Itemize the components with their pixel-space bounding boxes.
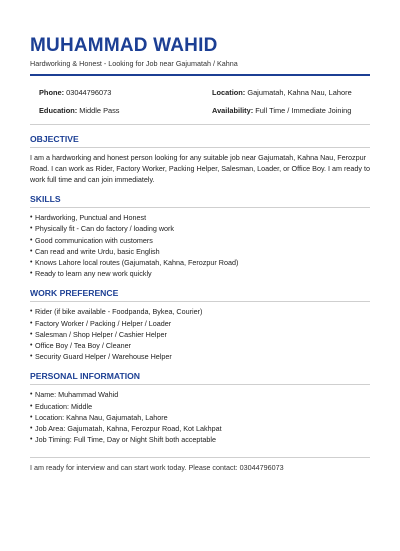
list-item: • Ready to learn any new work quickly: [30, 268, 370, 279]
personal-info-heading: PERSONAL INFORMATION: [30, 371, 140, 382]
phone-value: 03044796073: [66, 87, 112, 97]
list-item: • Hardworking, Punctual and Honest: [30, 212, 370, 223]
footer-divider: [30, 457, 370, 458]
contact-divider: [30, 124, 370, 125]
work-preference-heading: WORK PREFERENCE: [30, 288, 119, 299]
list-item: • Office Boy / Tea Boy / Cleaner: [30, 340, 370, 351]
location-row: [212, 88, 370, 97]
list-item: • Physically fit - Can do factory / loading work: [30, 223, 370, 234]
personal-info-divider: [30, 384, 370, 385]
objective-divider: [30, 147, 370, 148]
list-item: • Knows Lahore local routes (Gajumatah, Kahna, Ferozpur Road): [30, 257, 370, 268]
availability-label: Availability:: [212, 105, 254, 115]
candidate-name: MUHAMMAD WAHID: [30, 35, 218, 56]
skills-list: [30, 212, 370, 279]
list-item: • Location: Kahna Nau, Gajumatah, Lahore: [30, 412, 370, 423]
list-item: • Good communication with customers: [30, 235, 370, 246]
list-item: • Job Area: Gajumatah, Kahna, Ferozpur Road, Kot Lakhpat: [30, 423, 370, 434]
footer-note: I am ready for interview and can start work today. Please contact: 03044796073: [30, 463, 284, 473]
education-value: Middle Pass: [79, 105, 120, 115]
work-preference-list: [30, 306, 370, 362]
list-item: • Salesman / Shop Helper / Cashier Helper: [30, 329, 370, 340]
education-row: [39, 106, 212, 115]
location-value: Gajumatah, Kahna Nau, Lahore: [247, 87, 352, 97]
list-item: • Can read and write Urdu, basic English: [30, 246, 370, 257]
list-item: • Name: Muhammad Wahid: [30, 389, 370, 400]
availability-row: [212, 106, 370, 115]
skills-heading: SKILLS: [30, 194, 61, 205]
tagline: Hardworking & Honest - Looking for Job near Gajumatah / Kahna: [30, 59, 238, 68]
objective-heading: OBJECTIVE: [30, 133, 79, 144]
skills-divider: [30, 207, 370, 208]
list-item: • Job Timing: Full Time, Day or Night Shift both acceptable: [30, 434, 370, 445]
education-label: Education:: [39, 105, 78, 115]
contact-block: [30, 76, 370, 115]
phone-row: [39, 88, 212, 97]
list-item: • Factory Worker / Packing / Helper / Loader: [30, 318, 370, 329]
location-label: Location:: [212, 87, 246, 97]
objective-text: I am a hardworking and honest person looking for any suitable job near Gajumatah, Kahna Nau, Ferozpur Road. I can work as Rider, Factory Worker, Packing Helper, Salesman, Loader, or Office Boy. I am ready to work full time and can join immediately.: [30, 152, 370, 184]
list-item: • Security Guard Helper / Warehouse Helper: [30, 351, 370, 362]
availability-value: Full Time / Immediate Joining: [255, 105, 352, 115]
list-item: • Rider (if bike available - Foodpanda, Bykea, Courier): [30, 306, 370, 317]
personal-info-list: [30, 389, 370, 445]
list-item: • Education: Middle: [30, 401, 370, 412]
phone-label: Phone:: [39, 87, 65, 97]
work-preference-divider: [30, 301, 370, 302]
